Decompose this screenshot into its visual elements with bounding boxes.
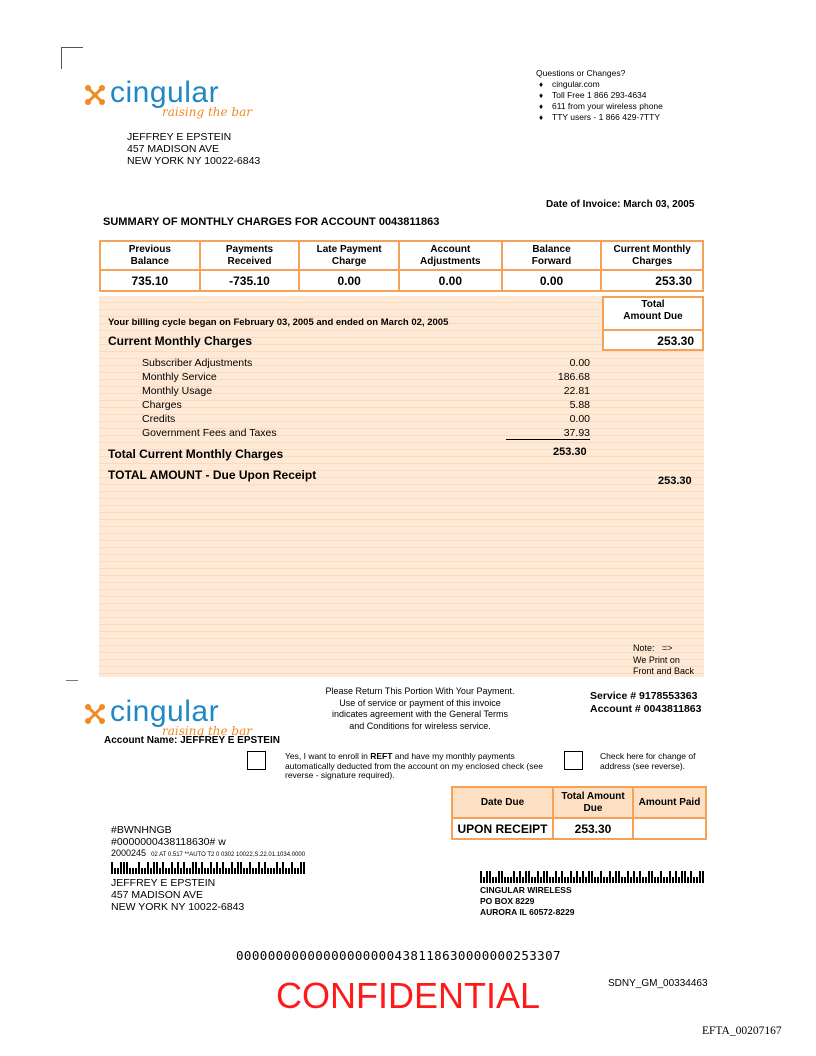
list-item: Subscriber Adjustments 0.00 — [142, 357, 590, 369]
summary-title: SUMMARY OF MONTHLY CHARGES FOR ACCOUNT 0043811863 — [103, 216, 440, 228]
fold-mark — [66, 680, 78, 681]
total-amount-value: 253.30 — [658, 475, 692, 487]
summary-header: Current Monthly Charges — [601, 241, 703, 270]
logo-wordmark: cingular — [110, 76, 220, 109]
remit-barcode — [480, 871, 705, 883]
amount-paid-field[interactable] — [633, 818, 706, 839]
reft-text: Yes, I want to enroll in REFT and have my monthly payments automatically deducted from the account on my enclosed check (see reverse - signature required). — [285, 751, 543, 780]
customer-city: NEW YORK NY 10022-6843 — [111, 901, 245, 913]
cingular-x-icon — [84, 84, 106, 106]
current-charges-title: Current Monthly Charges — [108, 334, 253, 348]
remit-to-address: CINGULAR WIRELESS PO BOX 8229 AURORA IL 60572-8229 — [480, 885, 575, 917]
contact-item: ♦ 611 from your wireless phone — [536, 101, 663, 112]
contact-item: ♦ Toll Free 1 866 293-4634 — [536, 90, 663, 101]
cingular-logo — [84, 78, 252, 119]
logo-tagline: raising the bar — [162, 724, 252, 738]
list-item: Government Fees and Taxes 37.93 — [142, 427, 590, 439]
list-item: Monthly Service 186.68 — [142, 371, 590, 383]
customer-address — [127, 131, 260, 167]
charges-list — [142, 356, 590, 440]
contact-item: ♦ cingular.com — [536, 79, 663, 90]
summary-value: 0.00 — [502, 270, 602, 291]
total-due-value: 253.30 — [604, 329, 702, 351]
customer-name: JEFFREY E EPSTEIN — [111, 877, 216, 889]
payment-header: Date Due — [452, 787, 553, 818]
reft-checkbox[interactable] — [247, 751, 266, 770]
scan-code: 2000245 02 AT 0.517 **AUTO T2 0 0302 10022,S.22.01.1034.0000 — [111, 848, 306, 858]
summary-header: Previous Balance — [100, 241, 200, 270]
contact-info — [536, 68, 663, 123]
contact-heading: Questions or Changes? — [536, 68, 626, 78]
total-current-charges-label: Total Current Monthly Charges — [108, 447, 284, 461]
summary-header-row — [100, 241, 703, 270]
crop-mark — [61, 47, 83, 48]
payment-value-row — [452, 818, 706, 839]
address-change-text: Check here for change of address (see reverse). — [600, 751, 696, 771]
summary-value: 0.00 — [399, 270, 502, 291]
list-item: Monthly Usage 22.81 — [142, 385, 590, 397]
payment-table — [451, 786, 707, 840]
summary-header: Account Adjustments — [399, 241, 502, 270]
total-current-charges-value: 253.30 — [553, 446, 587, 458]
confidential-stamp: CONFIDENTIAL — [276, 975, 541, 1016]
account-name: Account Name: JEFFREY E EPSTEIN — [104, 735, 280, 746]
print-note: Note: => We Print on Front and Back — [633, 643, 695, 676]
customer-street: 457 MADISON AVE — [127, 143, 220, 155]
date-due-value: UPON RECEIPT — [452, 818, 553, 839]
sum-divider — [506, 439, 590, 440]
payment-header: Amount Paid — [633, 787, 706, 818]
summary-value: 0.00 — [299, 270, 399, 291]
bates-number: SDNY_GM_00334463 — [608, 978, 708, 989]
invoice-date: Date of Invoice: March 03, 2005 — [546, 199, 695, 210]
summary-value-row — [100, 270, 703, 291]
logo-tagline: raising the bar — [162, 105, 252, 119]
summary-value: 735.10 — [100, 270, 200, 291]
address-change-checkbox[interactable] — [564, 751, 583, 770]
logo-wordmark: cingular — [110, 695, 220, 728]
list-item: Credits 0.00 — [142, 413, 590, 425]
remit-instructions: Please Return This Portion With Your Payment. Use of service or payment of this invoice indicates agreement with the General Terms and Conditions for wireless service. — [325, 686, 515, 731]
list-item: Charges 5.88 — [142, 399, 590, 411]
total-amount-due-value: 253.30 — [553, 818, 633, 839]
summary-header: Late Payment Charge — [299, 241, 399, 270]
service-account-info — [590, 690, 702, 716]
total-due-label: Total Amount Due — [623, 299, 683, 322]
payment-header-row — [452, 787, 706, 818]
billing-cycle: Your billing cycle began on February 03, 2005 and ended on March 02, 2005 — [108, 317, 449, 328]
customer-street: 457 MADISON AVE — [111, 889, 204, 901]
cingular-x-icon — [84, 703, 106, 725]
total-amount-label: TOTAL AMOUNT - Due Upon Receipt — [108, 468, 317, 482]
charges-detail-panel — [99, 296, 704, 677]
crop-mark — [61, 47, 62, 69]
payment-header: Total Amount Due — [553, 787, 633, 818]
summary-value: 253.30 — [601, 270, 703, 291]
customer-city: NEW YORK NY 10022-6843 — [127, 155, 261, 167]
scan-lines: #BWNHNGB #0000000438118630# w — [111, 824, 226, 848]
postal-barcode — [111, 862, 306, 874]
customer-name: JEFFREY E EPSTEIN — [127, 131, 232, 143]
efta-number: EFTA_00207167 — [702, 1025, 782, 1037]
account-number: Account # 0043811863 — [590, 703, 702, 715]
service-number: Service # 9178553363 — [590, 690, 698, 702]
summary-value: -735.10 — [200, 270, 300, 291]
summary-header: Payments Received — [200, 241, 300, 270]
summary-header: Balance Forward — [502, 241, 602, 270]
summary-table — [99, 240, 704, 292]
total-amount-due-box — [602, 296, 704, 351]
contact-item: ♦ TTY users - 1 866 429-7TTY — [536, 112, 663, 123]
ocr-scan-line: 00000000000000000000438118630000000253307 — [236, 948, 561, 963]
cingular-logo-remit — [84, 697, 252, 738]
customer-address-remit — [111, 877, 244, 913]
